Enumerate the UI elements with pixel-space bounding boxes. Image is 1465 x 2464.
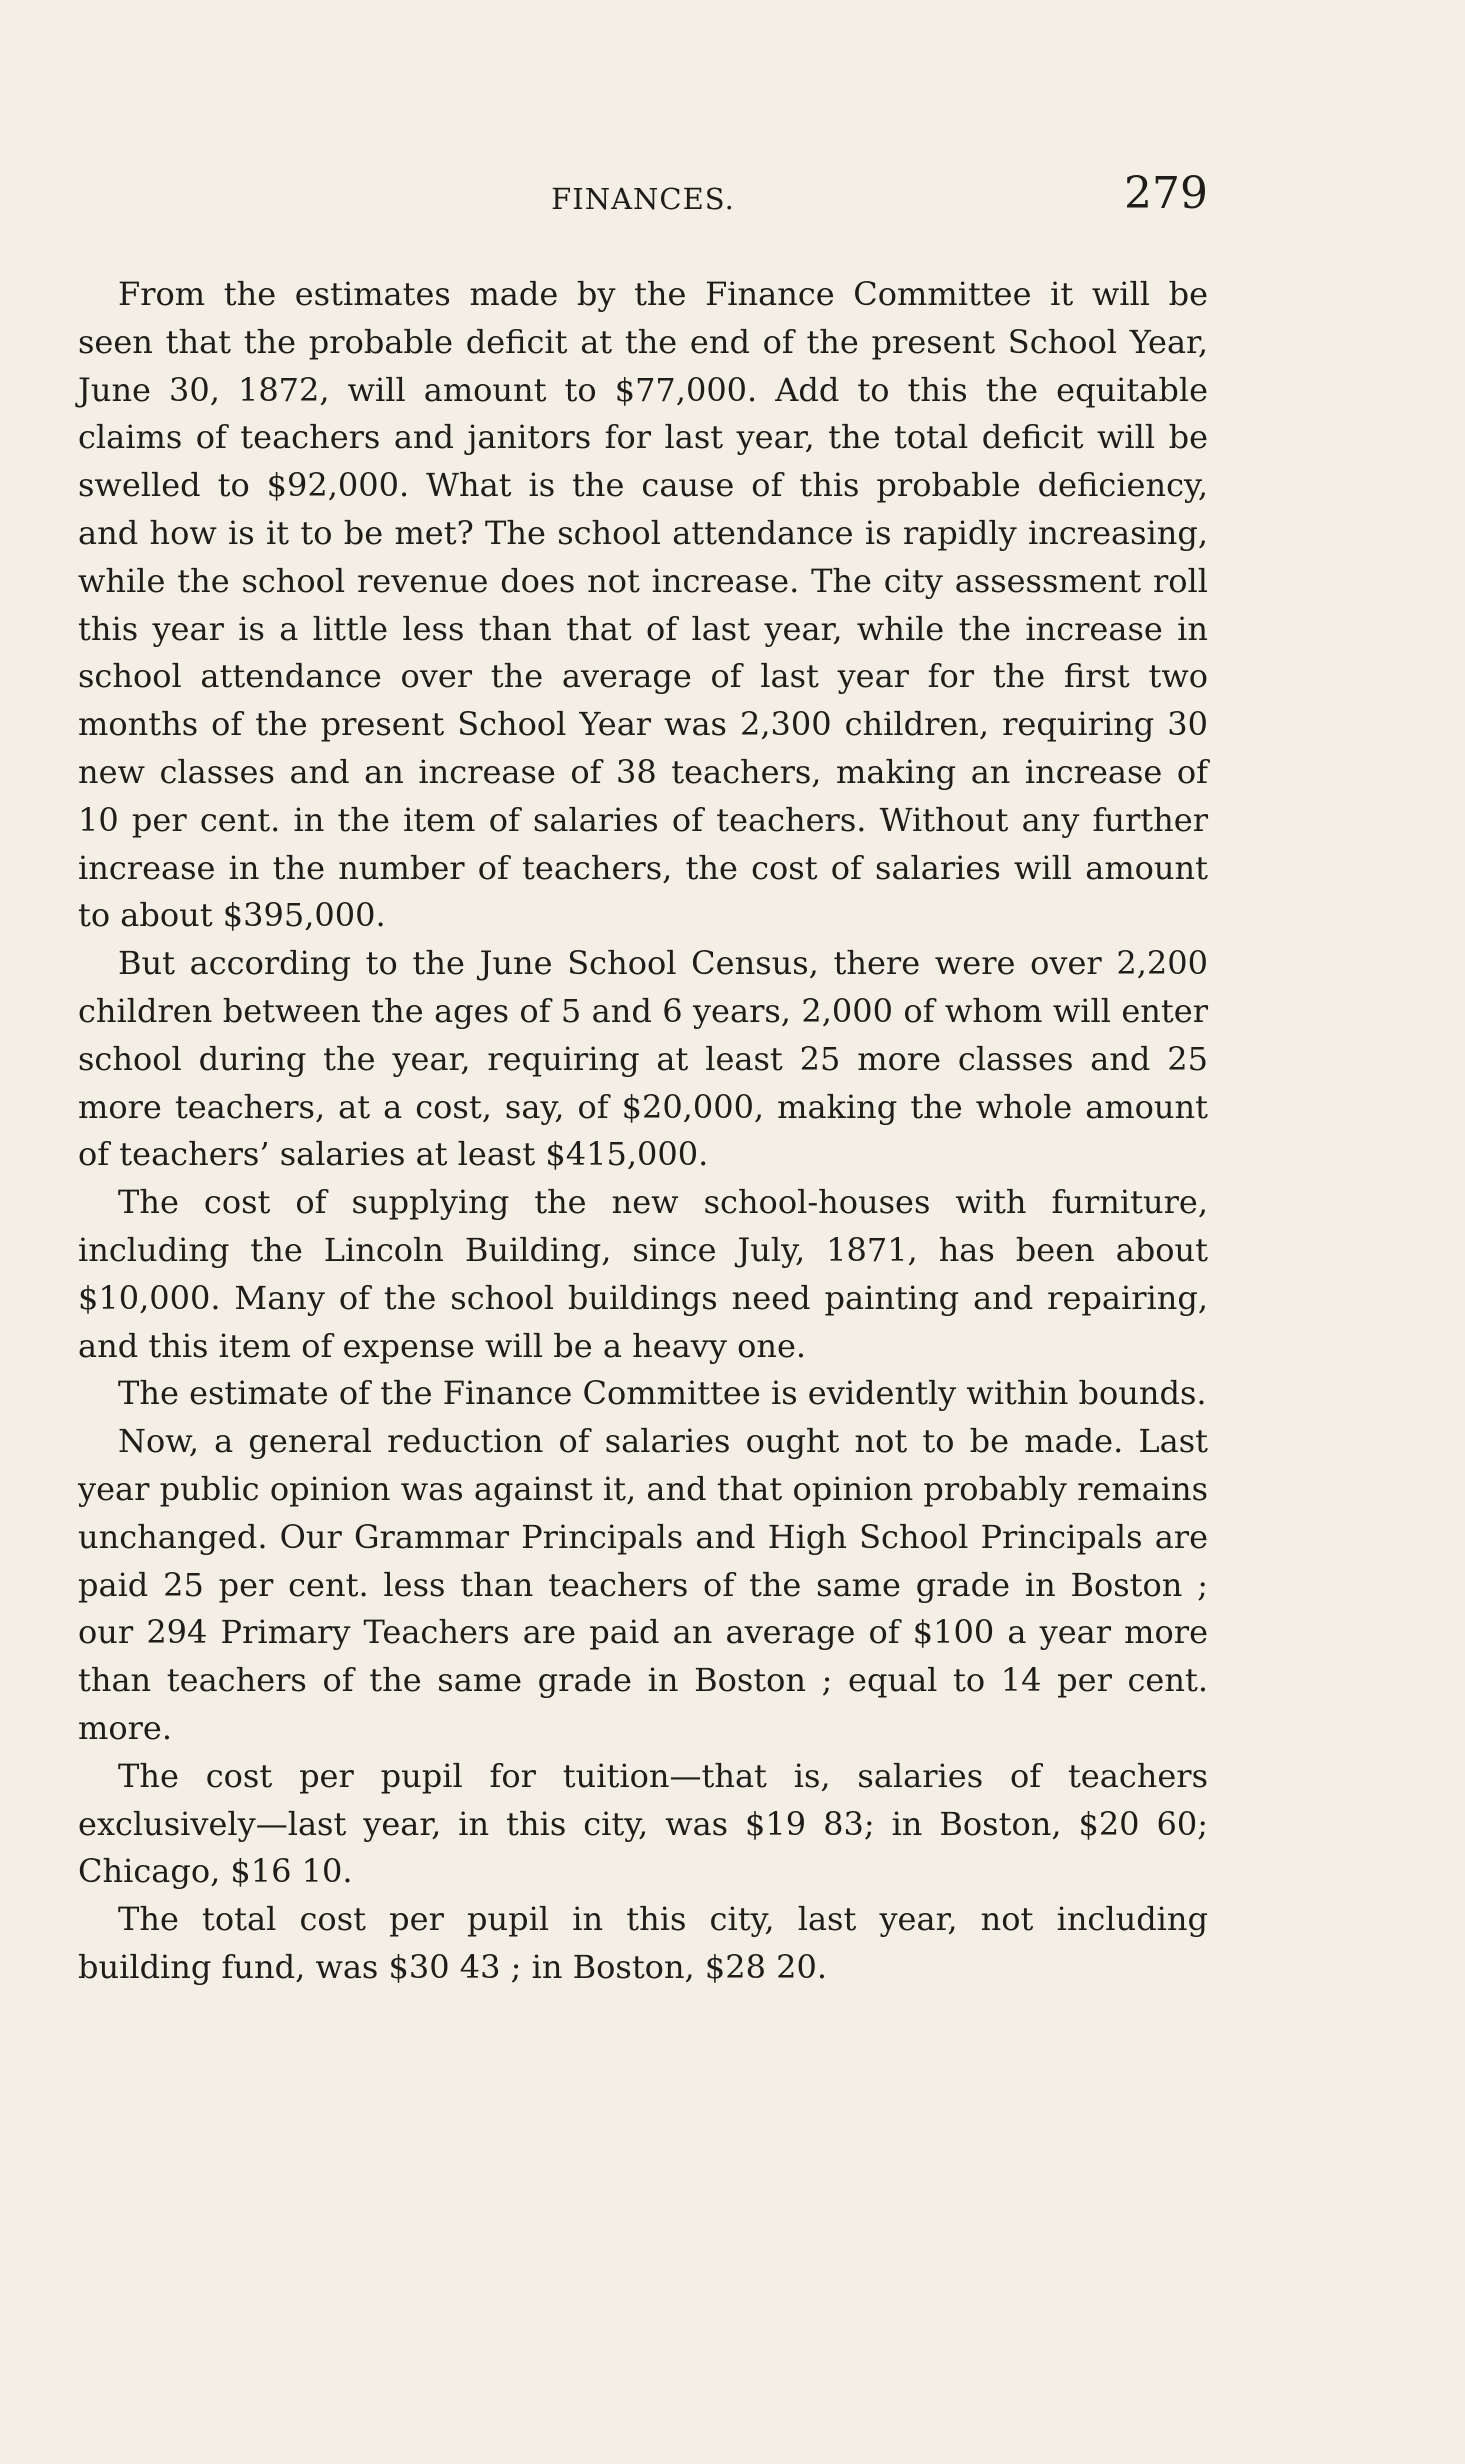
paragraph-deficit-estimate: From the estimates made by the Finance Committee it will be seen that the probable deficit at the end of the present School Year, June 30, 1872, will amount to $77,000. Add to this the equitable claims of teachers and janitors for last year, the total deficit will be swelled to $92,000. What is the cause of this probable deficiency, and how is it to be met? The school attendance is rapidly increasing, while the school revenue does not increase. The city assessment roll this year is a little less than that of last year, while the increase in school attendance over the average of last year for the first two months of the present School Year was 2,300 children, requiring 30 new classes and an increase of 38 teachers, making an increase of 10 per cent. in the item of salaries of teachers. Without any further increase in the number of teachers, the cost of salaries will amount to about $395,000. [78,275,1208,935]
running-title: FINANCES. [551,182,735,216]
body-text [78,271,1208,1992]
running-head [78,168,1208,228]
paragraph-tuition-cost: The cost per pupil for tuition—that is, salaries of teachers exclusively—last year, in this city, was $19 83; in Boston, $20 60; Chicago, $16 10. [78,1756,1208,1891]
paragraph-furniture-cost: The cost of supplying the new school-houses with furniture, including the Lincoln Building, since July, 1871, has been about $10,000. Many of the school buildings need painting and repairing, and this item of expense will be a heavy one. [78,1183,1208,1365]
paragraph-salary-reduction: Now, a general reduction of salaries ought not to be made. Last year public opinion was against it, and that opinion probably remains unchanged. Our Grammar Principals and High School Principals are paid 25 per cent. less than teachers of the same grade in Boston ; our 294 Primary Teachers are paid an average of $100 a year more than teachers of the same grade in Boston ; equal to 14 per cent. more. [78,1422,1208,1747]
page-number: 279 [1124,168,1208,219]
paragraph-estimate-within-bounds: The estimate of the Finance Committee is evidently within bounds. [118,1374,1207,1413]
paragraph-total-cost: The total cost per pupil in this city, last year, not including building fund, was $30 43 ; in Boston, $28 20. [78,1900,1208,1986]
paragraph-school-census: But according to the June School Census, there were over 2,200 children between the ages of 5 and 6 years, 2,000 of whom will enter school during the year, requiring at least 25 more classes and 25 more teachers, at a cost, say, of $20,000, making the whole amount of teachers’ salaries at least $415,000. [78,944,1208,1174]
